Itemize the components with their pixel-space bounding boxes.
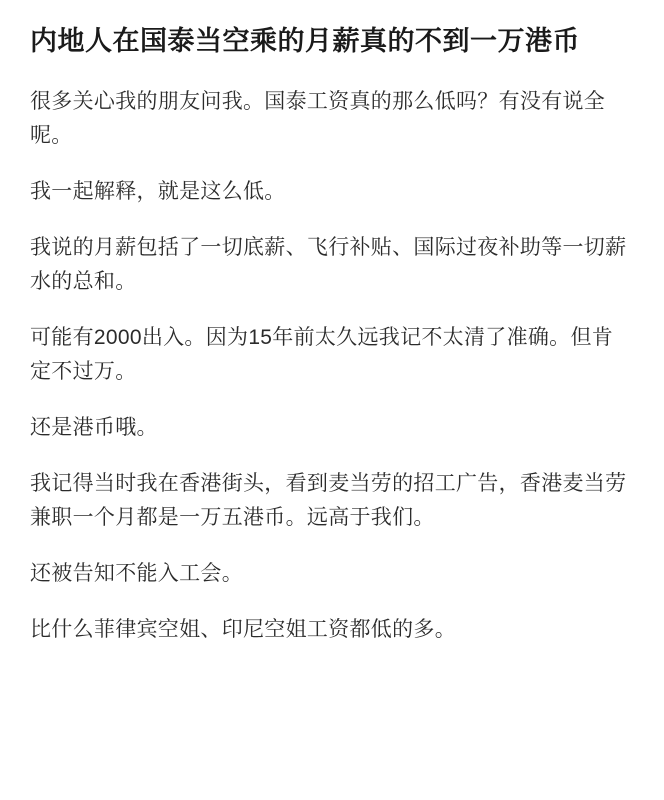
- article-body: [30, 85, 634, 647]
- paragraph: 还是港币哦。: [30, 416, 158, 440]
- paragraph: 比什么菲律宾空姐、印尼空姐工资都低的多。: [30, 618, 456, 642]
- paragraph: 我一起解释，就是这么低。: [30, 180, 286, 204]
- paragraph: 还被告知不能入工会。: [30, 562, 243, 586]
- paragraph: 很多关心我的朋友问我。国泰工资真的那么低吗？有没有说全呢。: [30, 90, 606, 148]
- paragraph: 我记得当时我在香港街头，看到麦当劳的招工广告，香港麦当劳兼职一个月都是一万五港币。远高于我们。: [30, 472, 627, 530]
- paragraph: 可能有2000出入。因为15年前太久远我记不太清了准确。但肯定不过万。: [30, 326, 614, 384]
- paragraph: 我说的月薪包括了一切底薪、飞行补贴、国际过夜补助等一切薪水的总和。: [30, 236, 627, 294]
- page-title: 内地人在国泰当空乘的月薪真的不到一万港币: [30, 26, 580, 56]
